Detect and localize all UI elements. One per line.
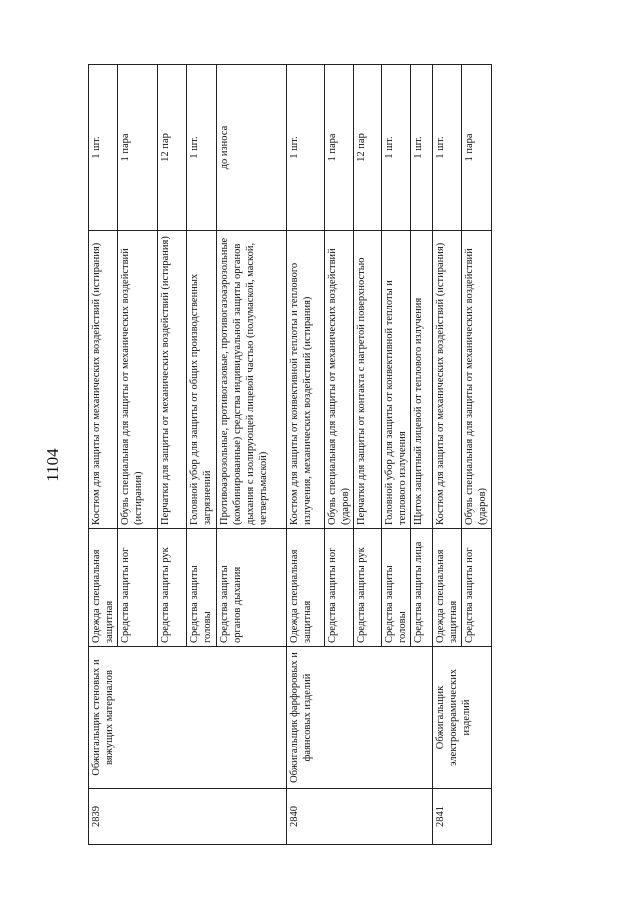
norm-cell: 1 шт. (286, 65, 324, 231)
row-number: 2840 (286, 789, 433, 845)
ppe-name-cell: Обувь специальная для защиты от механических воздействий (ударов) (462, 231, 491, 529)
profession-cell: Обжигальщик электрокерамических изделий (433, 647, 492, 789)
norm-cell: 1 шт. (381, 65, 410, 231)
ppe-name-cell: Щиток защитный лицевой от теплового излучения (411, 231, 433, 529)
norm-cell: 1 пара (118, 65, 158, 231)
ppe-type-cell: Одежда специальная защитная (89, 529, 118, 647)
ppe-type-cell: Средства защиты головы (187, 529, 216, 647)
ppe-type-cell: Средства защиты ног (118, 529, 158, 647)
page-number: 1104 (43, 448, 62, 482)
norm-cell: до износа (216, 65, 286, 231)
table-row (433, 65, 462, 845)
ppe-type-cell: Средства защиты рук (158, 529, 187, 647)
norm-cell: 1 шт. (411, 65, 433, 231)
ppe-type-cell: Средства защиты ног (462, 529, 491, 647)
ppe-name-cell: Обувь специальная для защиты от механических воздействий (ударов) (324, 231, 353, 529)
ppe-name-cell: Противоаэрозольные, противогазовые, противогазоаэрозольные (комбинированные) средства индивидуальной защиты органов дыхания с изолирующей лицевой частью (полумаской, маской, четвертьмаской) (216, 231, 286, 529)
ppe-name-cell: Костюм для защиты от механических воздействий (истирания) (433, 231, 462, 529)
norm-cell: 12 пар (158, 65, 187, 231)
ppe-norms-table (88, 64, 492, 845)
norm-cell: 1 шт. (89, 65, 118, 231)
ppe-name-cell: Костюм для защиты от механических воздействий (истирания) (89, 231, 118, 529)
ppe-name-cell: Костюм для защиты от конвективной теплоты и теплового излучения, механических воздействий (истирания) (286, 231, 324, 529)
norm-cell: 1 пара (462, 65, 491, 231)
profession-cell: Обжигальщик стеновых и вяжущих материалов (89, 647, 287, 789)
norm-cell: 12 пар (353, 65, 381, 231)
ppe-name-cell: Обувь специальная для защиты от механических воздействий (истирания) (118, 231, 158, 529)
row-number: 2839 (89, 789, 287, 845)
ppe-type-cell: Средства защиты рук (353, 529, 381, 647)
table-row (89, 65, 118, 845)
ppe-name-cell: Перчатки для защиты от контакта с нагретой поверхностью (353, 231, 381, 529)
ppe-type-cell: Средства защиты лица (411, 529, 433, 647)
ppe-type-cell: Средства защиты ног (324, 529, 353, 647)
norm-cell: 1 шт. (187, 65, 216, 231)
norm-cell: 1 пара (324, 65, 353, 231)
ppe-type-cell: Средства защиты головы (381, 529, 410, 647)
ppe-type-cell: Одежда специальная защитная (433, 529, 462, 647)
ppe-name-cell: Перчатки для защиты от механических воздействий (истирания) (158, 231, 187, 529)
table-row (286, 65, 324, 845)
rotated-table-wrapper (88, 65, 548, 845)
row-number: 2841 (433, 789, 492, 845)
ppe-type-cell: Одежда специальная защитная (286, 529, 324, 647)
ppe-name-cell: Головной убор для защиты от общих производственных загрязнений (187, 231, 216, 529)
ppe-type-cell: Средства защиты органов дыхания (216, 529, 286, 647)
norm-cell: 1 шт. (433, 65, 462, 231)
ppe-name-cell: Головной убор для защиты от конвективной теплоты и теплового излучения (381, 231, 410, 529)
profession-cell: Обжигальщик фарфоровых и фаянсовых изделий (286, 647, 433, 789)
